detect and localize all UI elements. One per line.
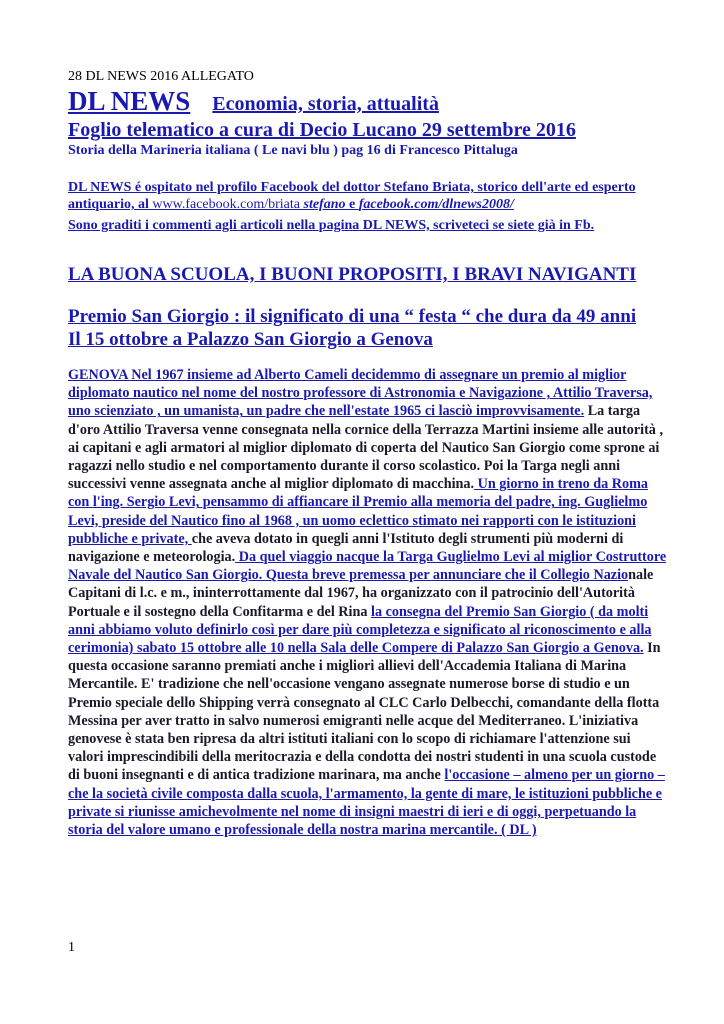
article-p6: nale Capitani di l.c. e m., ininterrottamente dal 1967, ha organizzato con il patrocinio dell'Autorità Portuale e il sostegno della Confitarma e del Rina <box>68 567 654 620</box>
article-p3: Un giorno in treno da Roma con l'ing. Sergio Levi, pensammo di affiancare il Premio alla memoria del padre, ing. Guglielmo Levi, preside del Nautico fino al 1968 , un uomo eclettico stimato nei rapporti con le istituzioni pubbliche e private, <box>68 476 649 547</box>
article-p2: La targa d'oro Attilio Traversa venne consegnata nella cornice della Terrazza Martini insieme alle autorità , ai capitani e agli armatori al miglior diplomato di coperta del Nautico San Giorgio come sprone ai ragazzi nello studio e nel comportamento durante il corso scolastico. Poi la Targa negli anni successivi venne assegnata anche al miglior diplomato di macchina. <box>68 403 663 493</box>
section-headline: LA BUONA SCUOLA, I BUONI PROPOSITI, I BRAVI NAVIGANTI <box>68 264 637 285</box>
hosted-and: e <box>345 197 359 212</box>
article-p9: l'occasione – almeno per un giorno – che la società civile composta dalla scuola, l'armamento, la gente di mare, le istituzioni pubbliche e private si riunisse amichevolmente nel nome di insigni maestri di ieri e di oggi, perpetuando la storia del valore umano e professionale della nostra marina mercantile. ( DL ) <box>68 767 665 839</box>
masthead-title: DL NEWS <box>68 86 191 116</box>
page-number: 1 <box>68 940 75 955</box>
foglio-line: Foglio telematico a cura di Decio Lucano 29 settembre 2016 <box>68 119 576 141</box>
masthead <box>68 86 439 117</box>
masthead-subtitle: Economia, storia, attualità <box>212 93 439 115</box>
dlnews-fb-link[interactable]: facebook.com/dlnews2008/ <box>358 197 514 212</box>
hosted-text: DL NEWS é ospitato nel profilo Facebook del dottor Stefano Briata, storico dell'arte ed esperto antiquario, al <box>68 180 636 212</box>
article-p1: GENOVA Nel 1967 insieme ad Alberto Cameli decidemmo di assegnare un premio al miglior diplomato nautico nel nome del nostro professore di Astronomia e Navigazione , Attilio Traversa, uno scienziato , un umanista, un padre che nell'estate 1965 ci lasciò improvvisamente. <box>68 367 653 420</box>
article-body <box>68 366 668 839</box>
comments-note: Sono graditi i commenti agli articoli nella pagina DL NEWS, scriveteci se siete già in Fb. <box>68 218 595 233</box>
storia-line: Storia della Marineria italiana ( Le navi blu ) pag 16 di Francesco Pittaluga <box>68 143 518 158</box>
article-title-line2: Il 15 ottobre a Palazzo San Giorgio a Genova <box>68 329 433 350</box>
article-title-line1: Premio San Giorgio : il significato di una “ festa “ che dura da 49 anni <box>68 306 637 327</box>
facebook-link[interactable]: www.facebook.com/briata <box>152 197 304 212</box>
article-title <box>68 305 668 351</box>
allegato-label: 28 DL NEWS 2016 ALLEGATO <box>68 69 254 84</box>
stefano-link[interactable]: stefano <box>303 197 346 212</box>
hosted-note <box>68 179 668 213</box>
article-p5: Da quel viaggio nacque la Targa Guglielmo Levi al miglior Costruttore Navale del Nautico San Giorgio. Questa breve premessa per annunciare che il Collegio Nazio <box>68 549 667 584</box>
article-p4: che aveva dotato in quegli anni l'Istituto degli strumenti più moderni di navigazione e meteorologia. <box>68 530 624 566</box>
article-p7: la consegna del Premio San Giorgio ( da molti anni abbiamo voluto definirlo così per dare più completezza e significato al riconoscimento e alla cerimonia) sabato 15 ottobre alle 10 nella Sala delle Compere di Palazzo San Giorgio a Genova. <box>68 603 652 657</box>
article-p8: In questa occasione saranno premiati anche i migliori allievi dell'Accademia Italiana di Marina Mercantile. E' tradizione che nell'occasione vengano assegnate numerose borse di studio e un Premio speciale dello Shipping verrà consegnato al CLC Carlo Delbecchi, comandante della flotta Messina per aver tratto in salvo numerosi emigranti nelle acque del Mediterraneo. L'iniziativa genovese è stata ben ripresa da altri istituti italiani con lo scopo di richiamare l'attenzione sui valori imprescindibili della meritocrazia e della condotta dei nostri studenti in una scuola custode di buoni insegnanti e di antica tradizione marinara, ma anche <box>68 640 661 784</box>
